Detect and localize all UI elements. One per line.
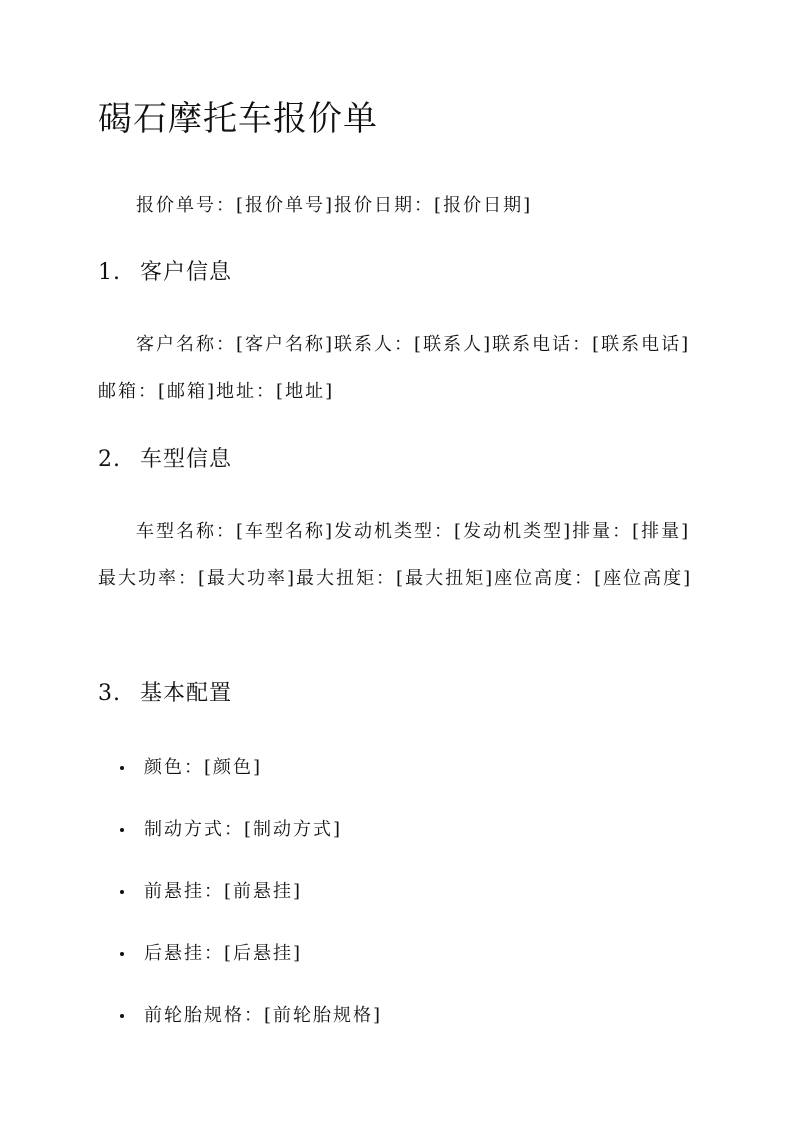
section-number: 3. bbox=[98, 681, 121, 706]
section-title: 基本配置 bbox=[140, 681, 233, 706]
document-title: 碣石摩托车报价单 bbox=[98, 99, 378, 139]
customer-info-paragraph: 客户名称：[客户名称]联系人：[联系人]联系电话：[联系电话]邮箱：[邮箱]地址：[地址] bbox=[98, 334, 691, 402]
list-item bbox=[98, 938, 382, 969]
quote-info-line: 报价单号：[报价单号]报价日期：[报价日期] bbox=[136, 195, 533, 216]
config-list bbox=[98, 752, 382, 1062]
bullet-icon bbox=[120, 766, 124, 770]
list-item bbox=[98, 814, 382, 845]
list-item bbox=[98, 876, 382, 907]
bullet-icon bbox=[120, 890, 124, 894]
section-heading-basic-config bbox=[98, 678, 232, 710]
section-heading-customer-info bbox=[98, 257, 232, 289]
bullet-icon bbox=[120, 828, 124, 832]
config-item-brake-type: 制动方式：[制动方式] bbox=[144, 819, 343, 840]
bullet-icon bbox=[120, 1014, 124, 1018]
section-title: 客户信息 bbox=[140, 260, 233, 285]
section-number: 1. bbox=[98, 260, 121, 285]
section-heading-model-info bbox=[98, 444, 232, 476]
bullet-icon bbox=[120, 952, 124, 956]
list-item bbox=[98, 752, 382, 783]
section-number: 2. bbox=[98, 447, 121, 472]
config-item-color: 颜色：[颜色] bbox=[144, 757, 263, 778]
config-item-front-suspension: 前悬挂：[前悬挂] bbox=[144, 881, 303, 902]
config-item-rear-suspension: 后悬挂：[后悬挂] bbox=[144, 943, 303, 964]
list-item bbox=[98, 1000, 382, 1031]
config-item-front-tire-spec: 前轮胎规格：[前轮胎规格] bbox=[144, 1005, 383, 1026]
section-title: 车型信息 bbox=[140, 447, 233, 472]
model-info-paragraph: 车型名称：[车型名称]发动机类型：[发动机类型]排量：[排量]最大功率：[最大功率]最大扭矩：[最大扭矩]座位高度：[座位高度] bbox=[98, 521, 693, 589]
